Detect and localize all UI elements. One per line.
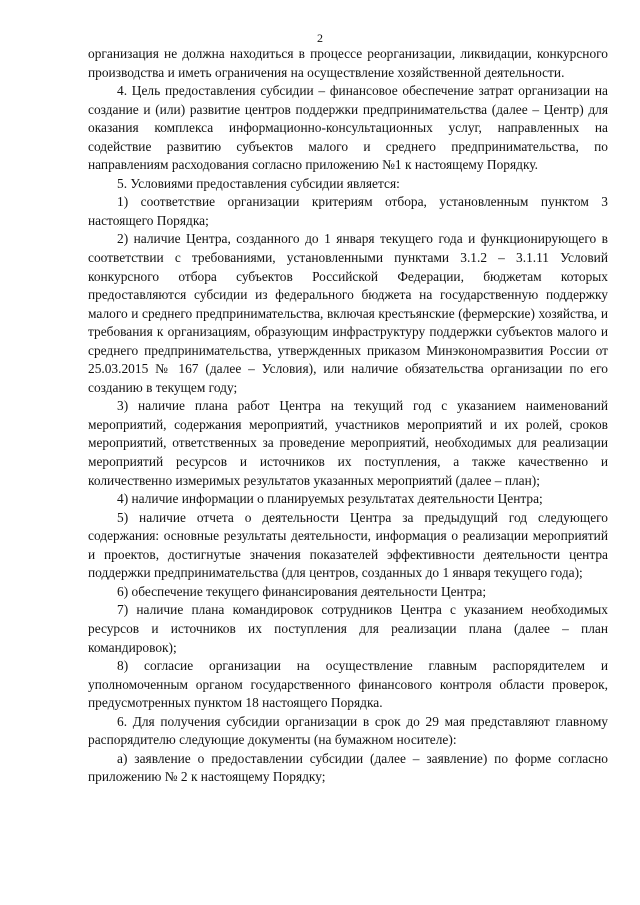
paragraph-item-6-documents: 6. Для получения субсидии организации в срок до 29 мая представляют главному распорядителю следующие документы (на бумажном носителе): [88,713,608,748]
paragraph-condition-3: 3) наличие плана работ Центра на текущий год с указанием наименований мероприятий, содержания мероприятий, участников мероприятий и их ролей, сроков мероприятий, ответственных за проведение мероприятий, необходимых для реализации мероприятий ресурсов и источников их поступления, а также качественно и количественно измеримых результатов указанных мероприятий (далее – план); [88,398,608,488]
page-number: 2 [317,31,323,45]
paragraph-item-4-purpose: 4. Цель предоставления субсидии – финансовое обеспечение затрат организации на создание и (или) развитие центров поддержки предпринимательства (далее – Центр) для оказания комплекса информационно-консультационных услуг, направленных на содействие развитию субъектов малого и среднего предпринимательства, по направлениям расходования согласно приложению №1 к настоящему Порядку. [88,83,608,173]
paragraph-condition-4: 4) наличие информации о планируемых результатах деятельности Центра; [117,491,543,507]
paragraph-item-5-conditions: 5. Условиями предоставления субсидии является: [117,175,400,191]
paragraph-condition-2: 2) наличие Центра, созданного до 1 января текущего года и функционирующего в соответствии с требованиями, установленными пунктами 3.1.2 – 3.1.11 Условий конкурсного отбора субъектов Российской Федерации, бюджетам которых предоставляются субсидии из федерального бюджета на государственную поддержку малого и среднего предпринимательства, включая крестьянские (фермерские) хозяйства, и требования к организациям, образующим инфраструктуру поддержки субъектов малого и среднего предпринимательства, утвержденных приказом Минэкономразвития России от 25.03.2015 № 167 (далее – Условия), или наличие обязательства организации по его созданию в текущем году; [88,231,608,395]
paragraph-condition-6: 6) обеспечение текущего финансирования деятельности Центра; [117,583,487,599]
paragraph-condition-7: 7) наличие плана командировок сотрудников Центра с указанием необходимых ресурсов и источников их поступления для реализации плана (далее – план командировок); [88,602,608,655]
paragraph-condition-5: 5) наличие отчета о деятельности Центра за предыдущий год следующего содержания: основные результаты деятельности, информация о реализации мероприятий и проектов, достигнутые значения показателей эффективности деятельности центра поддержки предпринимательства (для центров, созданных до 1 января текущего года); [88,509,608,581]
paragraph-condition-8: 8) согласие организации на осуществление главным распорядителем и уполномоченным органом государственного финансового контроля области проверок, предусмотренных пунктом 18 настоящего Порядка. [88,658,608,711]
paragraph-condition-1: 1) соответствие организации критериям отбора, установленным пунктом 3 настоящего Порядка; [88,194,608,228]
paragraph-continuation: организация не должна находиться в процессе реорганизации, ликвидации, конкурсного производства и иметь ограничения на осуществление хозяйственной деятельности. [88,46,608,80]
paragraph-document-a: а) заявление о предоставлении субсидии (далее – заявление) по форме согласно приложению № 2 к настоящему Порядку; [88,750,608,785]
document-body [88,45,608,787]
